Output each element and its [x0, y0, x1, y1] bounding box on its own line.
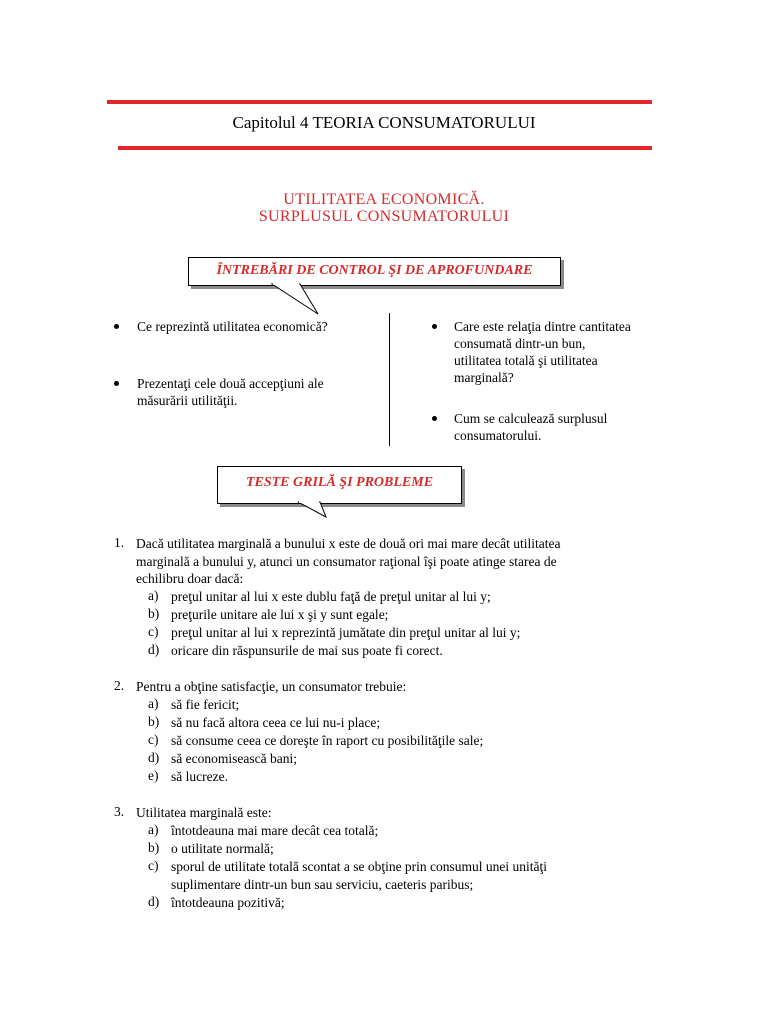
item-number: 3. [114, 804, 125, 819]
bottom-red-rule [118, 146, 652, 150]
option-text: preţurile unitare ale lui x şi y sunt egale; [171, 607, 389, 622]
option-text: să consume ceea ce doreşte în raport cu posibilităţile sale; [171, 733, 484, 748]
bullet-dot [432, 416, 437, 421]
option-letter: b) [148, 606, 160, 621]
option-letter: d) [148, 750, 160, 765]
option-text: să fie fericit; [171, 697, 240, 712]
option-text: să nu facă altora ceea ce lui nu-i place; [171, 715, 381, 730]
option-letter: c) [148, 858, 159, 873]
callout-questions-label: ÎNTREBĂRI DE CONTROL ŞI DE APROFUNDARE [216, 263, 533, 278]
option-letter: c) [148, 624, 159, 639]
item-question: Pentru a obţine satisfacţie, un consumator trebuie: [136, 679, 407, 694]
option-letter: a) [148, 588, 159, 603]
option-text: preţul unitar al lui x este dublu faţă de preţul unitar al lui y; [171, 589, 491, 604]
option-letter: d) [148, 642, 160, 657]
option-letter: d) [148, 894, 160, 909]
chapter-title: Capitolul 4 TEORIA CONSUMATORULUI [232, 113, 536, 132]
question-right-1: Care este relaţia dintre cantitatea consumată dintr-un bun, utilitatea totală şi utilitatea marginală? [454, 319, 631, 385]
question-right-2: Cum se calculează surplusul consumatorului. [454, 411, 608, 443]
callout-tests-tail [296, 501, 336, 519]
option-text: o utilitate normală; [171, 841, 274, 856]
option-letter: b) [148, 840, 160, 855]
column-divider [389, 313, 390, 446]
bullet-dot [114, 381, 119, 386]
bullet-dot [114, 324, 119, 329]
item-question: Dacă utilitatea marginală a bunului x este de două ori mai mare decât utilitatea marginală a bunului y, atunci un consumator raţional îşi poate atinge starea de echilibru doar dacă: [136, 536, 561, 586]
option-letter: a) [148, 822, 159, 837]
item-number: 2. [114, 678, 125, 693]
option-letter: e) [148, 768, 159, 783]
option-letter: c) [148, 732, 159, 747]
option-text: sporul de utilitate totală scontat a se obţine prin consumul unei unităţi suplimentare dintr-un bun sau serviciu, caeteris paribus; [171, 859, 548, 892]
callout-questions-tail [270, 283, 320, 317]
callout-questions [188, 257, 561, 286]
option-text: întotdeauna mai mare decât cea totală; [171, 823, 379, 838]
option-text: să lucreze. [171, 769, 228, 784]
bullet-dot [432, 324, 437, 329]
section-title-line1: UTILITATEA ECONOMICĂ. [283, 191, 485, 208]
question-left-2: Prezentaţi cele două accepţiuni ale măsurării utilităţii. [137, 376, 324, 408]
option-text: să economisească bani; [171, 751, 297, 766]
option-letter: a) [148, 696, 159, 711]
callout-tests [217, 466, 462, 504]
callout-tests-label: TESTE GRILĂ ŞI PROBLEME [245, 475, 434, 490]
option-text: întotdeauna pozitivă; [171, 895, 285, 910]
section-title-line2: SURPLUSUL CONSUMATORULUI [258, 208, 510, 225]
item-question: Utilitatea marginală este: [136, 805, 272, 820]
top-red-rule [107, 100, 652, 104]
option-letter: b) [148, 714, 160, 729]
option-text: oricare din răspunsurile de mai sus poate fi corect. [171, 643, 443, 658]
item-number: 1. [114, 535, 125, 550]
question-left-1: Ce reprezintă utilitatea economică? [137, 319, 328, 334]
option-text: preţul unitar al lui x reprezintă jumătate din preţul unitar al lui y; [171, 625, 521, 640]
